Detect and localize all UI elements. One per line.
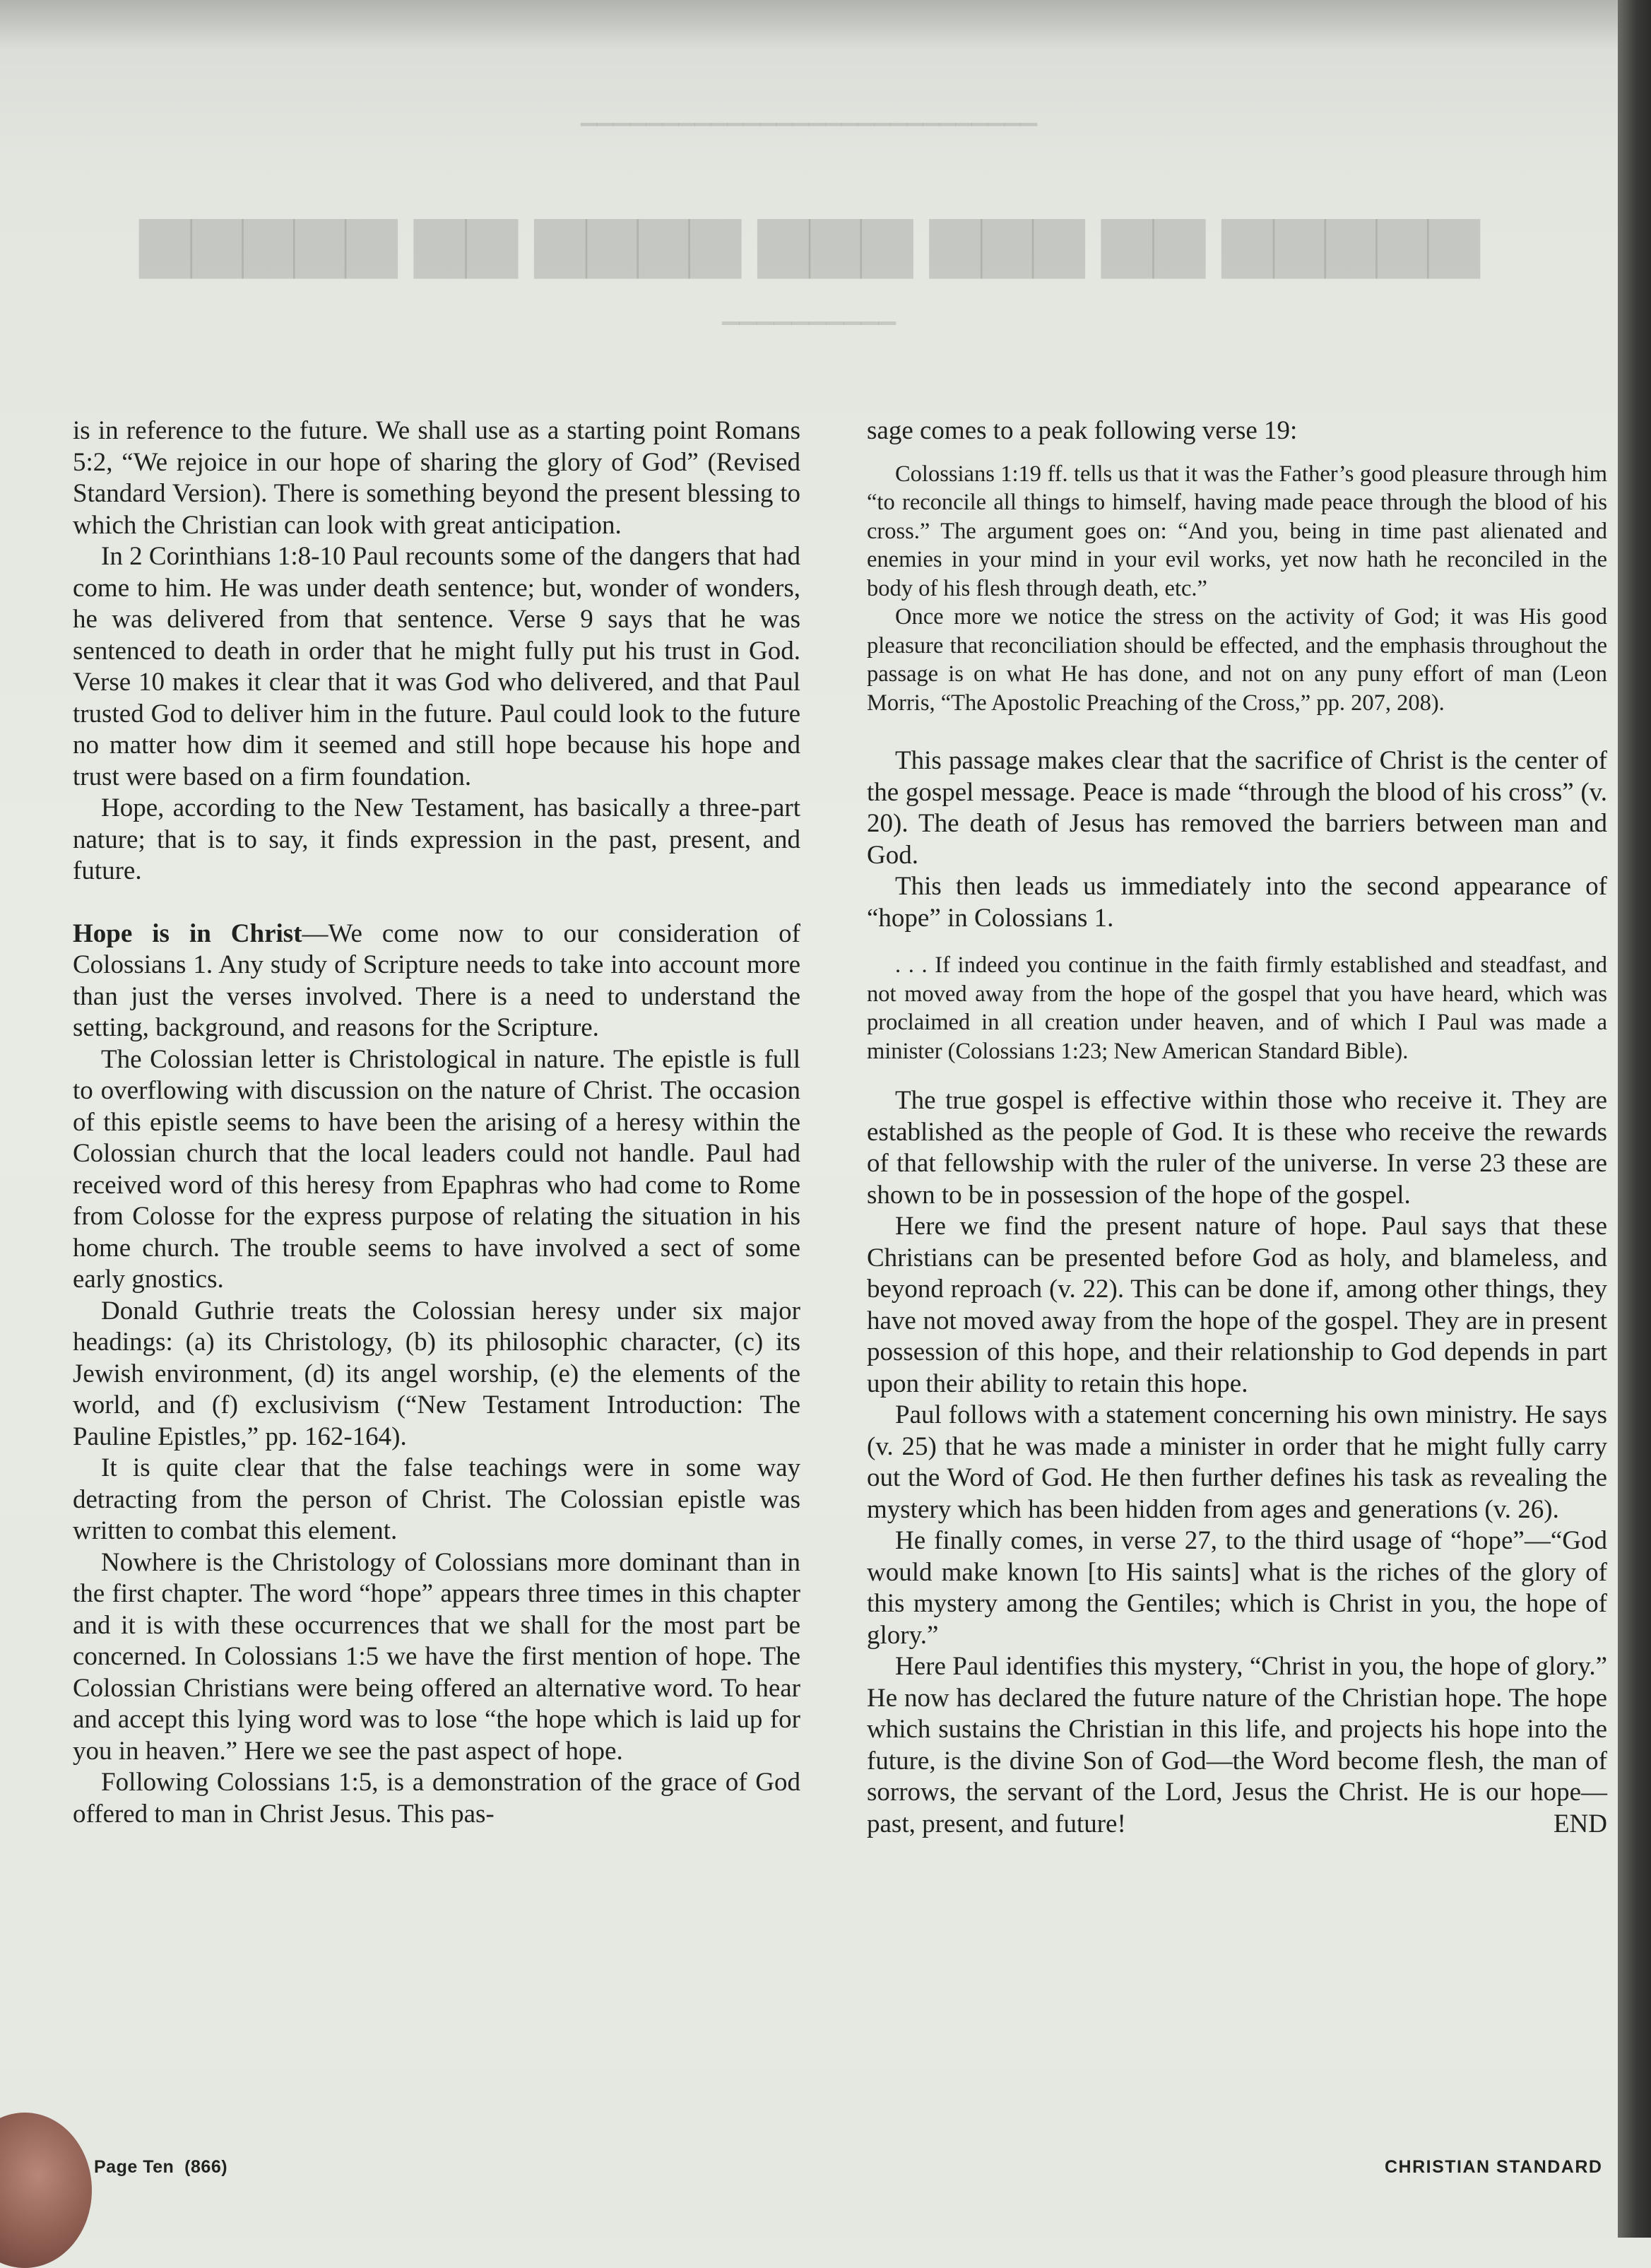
paragraph: Following Colossians 1:5, is a demonstration of the grace of God offered to man in Christ Jesus. This pas- [73, 1768, 800, 1829]
page-top-shadow [0, 0, 1625, 49]
section-heading: Hope is in Christ [73, 919, 302, 948]
final-paragraph-text: Here Paul identifies this mystery, “Christ in you, the hope of glory.” He now has declared the future nature of the Christian hope. The hope which sustains the Christian in this life, and projects his hope into the future, is the divine Son of God—the Word become flesh, the man of sorrows, the servant of the Lord, Jesus the Christ. He is our hope—past, present, and future! [867, 1652, 1607, 1838]
left-column [73, 415, 800, 1830]
paragraph: In 2 Corinthians 1:8-10 Paul recounts some of the dangers that had come to him. He was under death sentence; but, wonder of wonders, he was delivered from that sentence. Verse 9 says that he was sentenced to death in order that he might fully put his trust in God. Verse 10 makes it clear that it was God who delivered, and that Paul trusted God to deliver him in the future. Paul could look to the future no matter how dim it seemed and still hope because his hope and trust were based on a firm foundation. [73, 542, 800, 791]
quote-paragraph: Once more we notice the stress on the activity of God; it was His good pleasure that reconciliation should be effected, and the emphasis throughout the passage is on what He has done, and not on any puny effort of man (Leon Morris, “The Apostolic Preaching of the Cross,” pp. 207, 208). [867, 604, 1607, 716]
section-gap [73, 887, 800, 919]
show-through-byline: ▔▔▔▔▔▔▔▔▔▔ [721, 322, 896, 348]
paragraph: The Colossian letter is Christological in nature. The epistle is full to overflowing with discussion on the nature of Christ. The occasion of this epistle seems to have been the arising of a heresy within the Colossian church that the local leaders could not handle. Paul had received word of this heresy from Epaphras who had come to Rome from Colosse for the express purpose of relating the situation in his home church. The trouble seems to have involved a sect of some early gnostics. [73, 1044, 800, 1294]
paragraph: Paul follows with a statement concerning his own ministry. He says (v. 25) that he was made a minister in order that he might fully carry out the Word of God. He then further defines his task as revealing the mystery which has been hidden from ages and generations (v. 26). [867, 1400, 1607, 1524]
show-through-line: ▔▔▔▔▔▔▔▔▔▔▔▔▔▔▔▔▔▔▔▔▔▔▔▔▔▔▔▔ [581, 124, 1037, 148]
quote-paragraph: Colossians 1:19 ff. tells us that it was the Father’s good pleasure through him “to reconcile all things to himself, having made peace through the blood of his cross.” The argument goes on: “And you, being in time past alienated and enemies in your mind in your evil works, yet now hath he reconciled in the body of his flesh through death, etc.” [867, 461, 1607, 601]
quote-paragraph: . . . If indeed you continue in the faith firmly established and steadfast, and not moved away from the hope of the gospel that you have heard, which was proclaimed in all creation under heaven, and of which I Paul was made a minister (Colossians 1:23; New American Standard Bible). [867, 952, 1607, 1064]
block-quote-morris [867, 460, 1607, 718]
paragraph: The true gospel is effective within those who receive it. They are established as the people of God. It is these who receive the rewards of that fellowship with the ruler of the universe. In verse 23 these are shown to be in possession of the hope of the gospel. [867, 1086, 1607, 1210]
paragraph: is in reference to the future. We shall use as a starting point Romans 5:2, “We rejoice in our hope of sharing the glory of God” (Revised Standard Version). There is something beyond the present blessing to which the Christian can look with great anticipation. [73, 416, 800, 540]
paragraph: He finally comes, in verse 27, to the third usage of “hope”—“God would make known [to His saints] what is the riches of the glory of this mystery among the Gentiles; which is Christ in you, the hope of glory.” [867, 1526, 1607, 1650]
paragraph: It is quite clear that the false teachings were in some way detracting from the person of Christ. The Colossian epistle was written to combat this element. [73, 1453, 800, 1545]
page-edge-shadow [1618, 0, 1651, 2238]
section-paragraph [73, 919, 800, 1044]
block-quote-colossians [867, 951, 1607, 1065]
publication-name: CHRISTIAN STANDARD [1385, 2157, 1603, 2177]
page-number-label: Page Ten (866) [94, 2157, 228, 2177]
paragraph: Donald Guthrie treats the Colossian heresy under six major headings: (a) its Christology, (b) its philosophic character, (c) its Jewish environment, (d) its angel worship, (e) the elements of the world, and (f) exclusivism (“New Testament Introduction: The Pauline Epistles,” pp. 162-164). [73, 1296, 800, 1451]
section-paragraph-text: —We come now to our consideration of Colossians 1. Any study of Scripture needs to take into account more than just the verses involved. There is a need to understand the setting, background, and reasons for the Scripture. [73, 919, 800, 1042]
show-through-heading: ▆▆▆▆▆ ▆▆ ▆▆▆ ▆▆▆ ▆▆▆▆ ▆▆ ▆▆▆▆▆ [138, 203, 1479, 276]
final-paragraph [867, 1651, 1607, 1840]
paragraph: sage comes to a peak following verse 19: [867, 416, 1298, 445]
paragraph: This then leads us immediately into the second appearance of “hope” in Colossians 1. [867, 872, 1607, 933]
paragraph: Hope, according to the New Testament, has basically a three-part nature; that is to say, it finds expression in the past, present, and future. [73, 793, 800, 885]
end-mark: END [1553, 1809, 1607, 1838]
paragraph: Nowhere is the Christology of Colossians more dominant than in the first chapter. The word “hope” appears three times in this chapter and it is with these occurrences that we shall for the most part be concerned. In Colossians 1:5 we have the first mention of hope. The Colossian Christians were being offered an alternative word. To hear and accept this lying word was to lose “the hope which is laid up for you in heaven.” Here we see the past aspect of hope. [73, 1547, 800, 1766]
right-column [867, 415, 1607, 1840]
paragraph: Here we find the present nature of hope. Paul says that these Christians can be presented before God as holy, and blameless, and beyond reproach (v. 22). This can be done if, among other things, they have not moved away from the hope of the gospel. They are in present possession of this hope, and their relationship to God depends in part upon their ability to retain this hope. [867, 1212, 1607, 1398]
section-gap [867, 730, 1607, 745]
paragraph: This passage makes clear that the sacrifice of Christ is the center of the gospel message. Peace is made “through the blood of his cross” (v. 20). The death of Jesus has removed the barriers between man and God. [867, 746, 1607, 870]
